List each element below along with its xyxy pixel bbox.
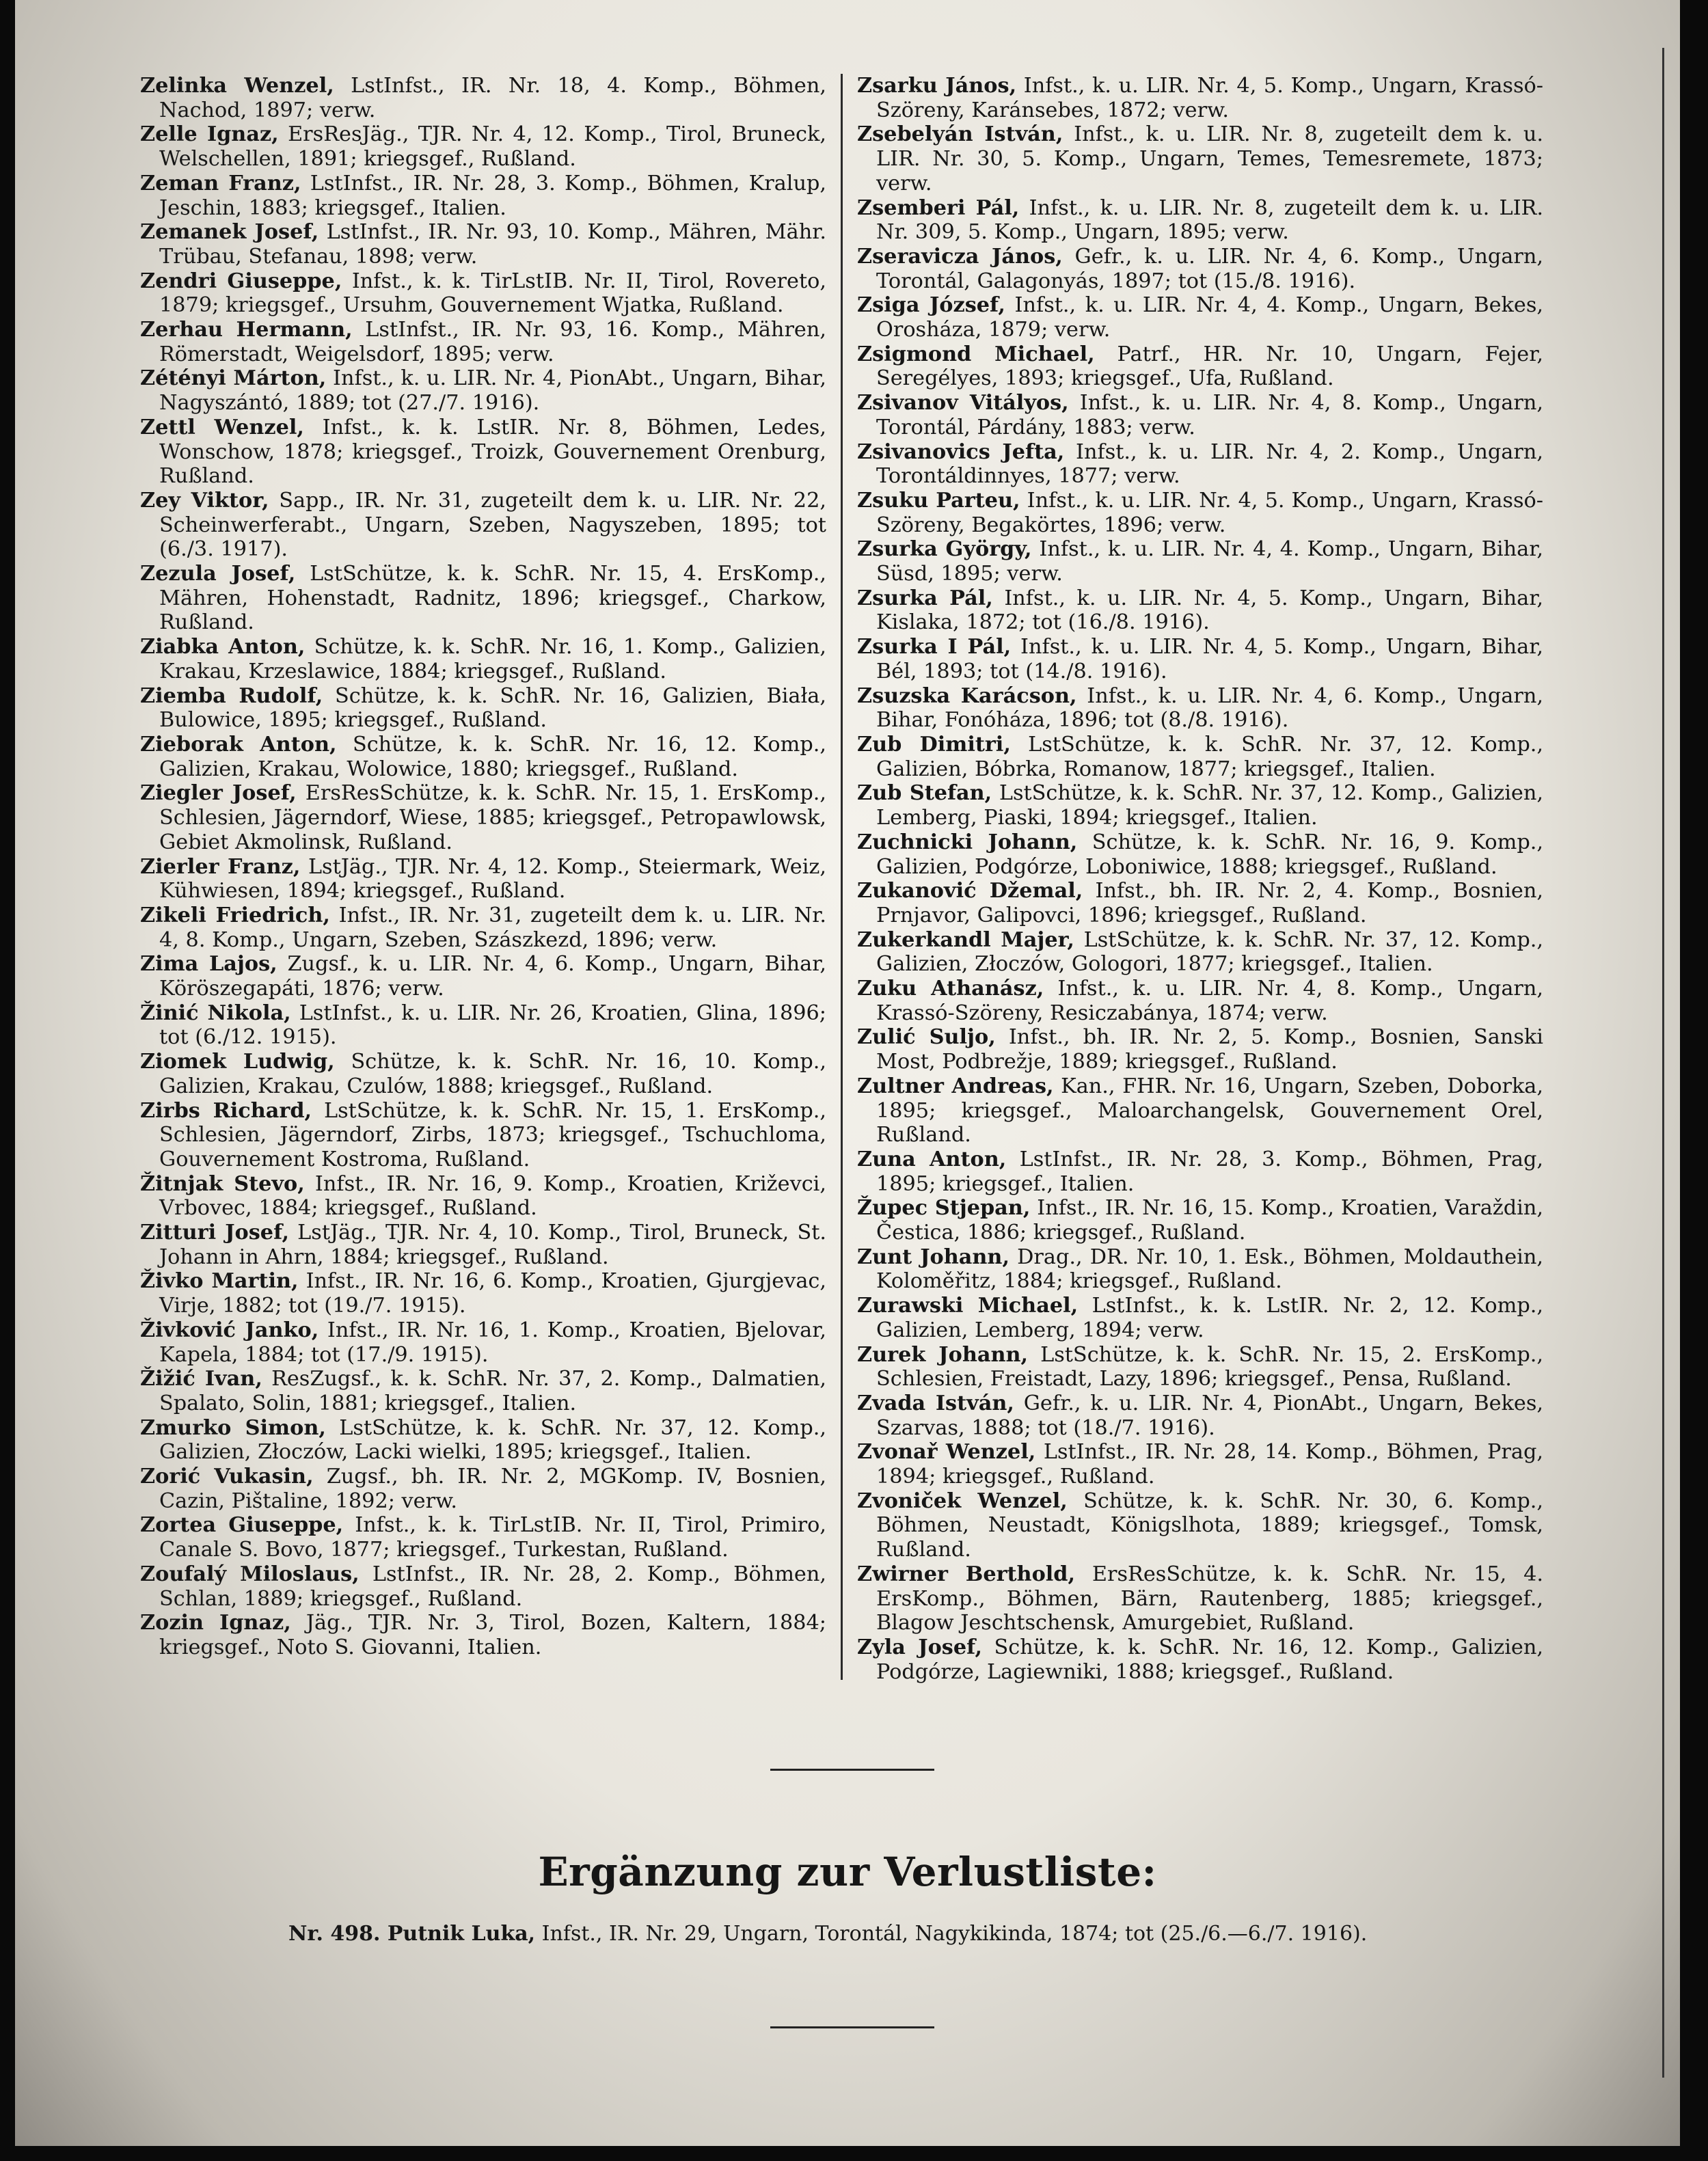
list-item <box>140 122 826 171</box>
list-item <box>857 879 1543 927</box>
entry-name: Zsuku Parteu, <box>857 488 1020 513</box>
entry-name: Zultner Andreas, <box>857 1074 1054 1098</box>
entry-name: Zsuzska Karácson, <box>857 683 1077 708</box>
entry-name: Zuchnicki Johann, <box>857 830 1078 854</box>
entry-name: Zsemberi Pál, <box>857 195 1020 220</box>
entry-name: Zelinka Wenzel, <box>140 74 334 98</box>
entry-details: LstSchütze, k. k. SchR. Nr. 37, 12. Komp., Galizien, Złoczów, Gologori, 1877; kriegsgef., Italien. <box>876 927 1543 977</box>
entry-name: Zmurko Simon, <box>140 1415 326 1440</box>
entry-name: Zurawski Michael, <box>857 1294 1079 1318</box>
list-item <box>857 1147 1543 1196</box>
list-item <box>857 537 1543 586</box>
section-divider-top <box>770 1769 934 1771</box>
list-item <box>857 1025 1543 1074</box>
list-item <box>140 855 826 903</box>
entry-details: LstInfst., IR. Nr. 28, 14. Komp., Böhmen, Prag, 1894; kriegsgef., Rußland. <box>876 1440 1543 1489</box>
entry-details: LstSchütze, k. k. SchR. Nr. 15, 2. ErsKomp., Schlesien, Freistadt, Lazy, 1896; kriegsgef., Pensa, Rußland. <box>876 1342 1543 1391</box>
entry-name: Zunt Johann, <box>857 1245 1009 1269</box>
entry-details: LstInfst., IR. Nr. 28, 3. Komp., Böhmen, Prag, 1895; kriegsgef., Italien. <box>876 1147 1543 1196</box>
entry-name: Zétényi Márton, <box>140 366 327 391</box>
entry-details: Infst., IR. Nr. 16, 15. Komp., Kroatien, Varaždin, Čestica, 1886; kriegsgef., Rußland. <box>876 1196 1543 1245</box>
column-divider <box>841 74 843 1680</box>
entry-details: Schütze, k. k. SchR. Nr. 16, Galizien, Biała, Bulowice, 1895; kriegsgef., Rußland. <box>159 683 826 733</box>
entry-details: Infst., bh. IR. Nr. 2, 5. Komp., Bosnien, Sanski Most, Podbrežje, 1889; kriegsgef., Rußland. <box>876 1025 1543 1074</box>
entry-name: Ziabka Anton, <box>140 635 306 660</box>
entry-name: Zemanek Josef, <box>140 220 319 245</box>
entry-details: Schütze, k. k. SchR. Nr. 16, 12. Komp., Galizien, Krakau, Wolowice, 1880; kriegsgef., Rußland. <box>159 732 826 781</box>
supplement-entry-text: Infst., IR. Nr. 29, Ungarn, Torontál, Nagykikinda, 1874; tot (25./6.—6./7. 1916). <box>541 1922 1368 1946</box>
list-item <box>140 635 826 683</box>
entry-details: Schütze, k. k. SchR. Nr. 16, 1. Komp., Galizien, Krakau, Krzeslawice, 1884; kriegsgef., Rußland. <box>159 635 826 683</box>
entry-details: LstInfst., IR. Nr. 28, 3. Komp., Böhmen, Kralup, Jeschin, 1883; kriegsgef., Italien. <box>159 171 826 220</box>
entry-name: Zulić Suljo, <box>857 1025 996 1050</box>
entry-details: Infst., k. u. LIR. Nr. 8, zugeteilt dem k. u. LIR. Nr. 30, 5. Komp., Ungarn, Temes, Temesremete, 1873; verw. <box>876 122 1543 195</box>
entry-name: Žitnjak Stevo, <box>140 1171 305 1196</box>
entry-details: Infst., IR. Nr. 16, 9. Komp., Kroatien, Križevci, Vrbovec, 1884; kriegsgef., Rußland. <box>159 1171 826 1221</box>
list-item <box>857 1074 1543 1147</box>
list-item <box>140 1001 826 1050</box>
list-item <box>140 1318 826 1367</box>
entry-name: Zvada István, <box>857 1391 1014 1415</box>
list-item <box>140 416 826 489</box>
entry-name: Zitturi Josef, <box>140 1221 289 1245</box>
document-page <box>15 0 1680 2146</box>
entry-details: Infst., k. k. TirLstIB. Nr. II, Tirol, Rovereto, 1879; kriegsgef., Ursuhm, Gouvernement Wjatka, Rußland. <box>159 269 827 318</box>
list-item <box>140 489 826 562</box>
list-item <box>140 1562 826 1611</box>
entry-name: Zima Lajos, <box>140 952 277 977</box>
entry-name: Zseravicza János, <box>857 244 1063 269</box>
entry-name: Zezula Josef, <box>140 562 296 586</box>
list-item <box>857 293 1543 342</box>
entry-details: Gefr., k. u. LIR. Nr. 4, PionAbt., Ungarn, Bekes, Szarvas, 1888; tot (18./7. 1916). <box>876 1391 1543 1440</box>
entry-details: Schütze, k. k. SchR. Nr. 16, 10. Komp., Galizien, Krakau, Czulów, 1888; kriegsgef., Rußland. <box>159 1050 826 1098</box>
entry-details: Infst., k. u. LIR. Nr. 4, 5. Komp., Ungarn, Bihar, Bél, 1893; tot (14./8. 1916). <box>876 635 1543 683</box>
entry-name: Zoufalý Miloslaus, <box>140 1562 360 1586</box>
list-item <box>140 733 826 781</box>
entry-name: Zey Viktor, <box>140 488 269 513</box>
list-item <box>140 1099 826 1172</box>
list-item <box>857 977 1543 1025</box>
entry-name: Zub Dimitri, <box>857 732 1011 757</box>
entry-name: Zettl Wenzel, <box>140 415 304 439</box>
list-item <box>140 684 826 733</box>
list-item <box>140 318 826 366</box>
list-item <box>857 1391 1543 1440</box>
entry-details: LstSchütze, k. k. SchR. Nr. 15, 4. ErsKomp., Mähren, Hohenstadt, Radnitz, 1896; kriegsgef., Charkow, Rußland. <box>159 562 826 635</box>
list-item <box>857 74 1543 122</box>
list-item <box>857 928 1543 977</box>
list-item <box>857 122 1543 195</box>
entry-details: Infst., k. u. LIR. Nr. 4, PionAbt., Ungarn, Bihar, Nagyszántó, 1889; tot (27./7. 1916). <box>159 366 826 416</box>
list-item <box>140 562 826 635</box>
entry-name: Ziomek Ludwig, <box>140 1050 335 1074</box>
entry-details: Infst., IR. Nr. 16, 1. Komp., Kroatien, Bjelovar, Kapela, 1884; tot (17./9. 1915). <box>159 1318 826 1367</box>
entry-details: Drag., DR. Nr. 10, 1. Esk., Böhmen, Moldauthein, Koloměřitz, 1884; kriegsgef., Rußland. <box>876 1245 1543 1294</box>
entry-details: ErsResJäg., TJR. Nr. 4, 12. Komp., Tirol, Bruneck, Welschellen, 1891; kriegsgef., Rußland. <box>159 122 826 172</box>
entry-details: LstInfst., k. k. LstIR. Nr. 2, 12. Komp., Galizien, Lemberg, 1894; verw. <box>876 1294 1543 1342</box>
entry-name: Zsurka I Pál, <box>857 635 1012 660</box>
list-item <box>857 733 1543 781</box>
binding-edge-rule <box>1662 48 1664 2078</box>
section-divider-bottom <box>770 2026 934 2028</box>
entry-details: Infst., IR. Nr. 31, zugeteilt dem k. u. LIR. Nr. 4, 8. Komp., Ungarn, Szeben, Szászkezd, 1896; verw. <box>159 903 826 952</box>
entry-details: Infst., k. u. LIR. Nr. 4, 8. Komp., Ungarn, Torontál, Párdány, 1883; verw. <box>876 391 1543 439</box>
entry-details: LstInfst., IR. Nr. 18, 4. Komp., Böhmen, Nachod, 1897; verw. <box>159 74 827 122</box>
list-item <box>140 220 826 269</box>
entry-details: Infst., k. u. LIR. Nr. 4, 4. Komp., Ungarn, Bekes, Orosháza, 1879; verw. <box>876 293 1543 342</box>
entry-details: Infst., k. u. LIR. Nr. 4, 5. Komp., Ungarn, Krassó-Szöreny, Karánsebes, 1872; verw. <box>876 74 1543 122</box>
entry-name: Zelle Ignaz, <box>140 122 279 147</box>
list-item <box>857 586 1543 635</box>
list-item <box>857 830 1543 879</box>
entry-details: Infst., IR. Nr. 16, 6. Komp., Kroatien, Gjurgjevac, Virje, 1882; tot (19./7. 1915). <box>159 1269 826 1318</box>
entry-name: Žižić Ivan, <box>140 1367 262 1391</box>
entry-name: Zorić Vukasin, <box>140 1465 314 1489</box>
list-item <box>140 1172 826 1221</box>
entry-details: Infst., k. u. LIR. Nr. 4, 2. Komp., Ungarn, Torontáldinnyes, 1877; verw. <box>876 439 1543 489</box>
list-item <box>857 1196 1543 1245</box>
list-item <box>140 1611 826 1659</box>
entry-details: Infst., k. u. LIR. Nr. 4, 5. Komp., Ungarn, Bihar, Kislaka, 1872; tot (16./8. 1916). <box>876 586 1543 635</box>
entry-name: Zsiga József, <box>857 293 1005 318</box>
list-item <box>857 489 1543 537</box>
entry-details: LstJäg., TJR. Nr. 4, 10. Komp., Tirol, Bruneck, St. Johann in Ahrn, 1884; kriegsgef., Rußland. <box>159 1221 827 1269</box>
entry-name: Zyla Josef, <box>857 1635 983 1659</box>
entry-name: Zsurka Pál, <box>857 586 993 610</box>
list-item <box>857 684 1543 733</box>
entry-details: Patrf., HR. Nr. 10, Ungarn, Fejer, Seregélyes, 1893; kriegsgef., Ufa, Rußland. <box>876 342 1543 391</box>
list-item <box>140 1269 826 1318</box>
entry-name: Zvonař Wenzel, <box>857 1440 1036 1465</box>
left-column <box>140 74 826 1660</box>
list-item <box>140 952 826 1001</box>
list-item <box>857 1245 1543 1294</box>
entry-details: LstSchütze, k. k. SchR. Nr. 15, 1. ErsKomp., Schlesien, Jägerndorf, Zirbs, 1873; kriegsgef., Tschuchloma, Gouvernement Kostroma, Rußland. <box>159 1098 826 1171</box>
list-item <box>857 1294 1543 1342</box>
list-item <box>857 196 1543 245</box>
entry-name: Živković Janko, <box>140 1318 319 1342</box>
entry-details: LstInfst., IR. Nr. 93, 16. Komp., Mähren, Römerstadt, Weigelsdorf, 1895; verw. <box>159 318 826 366</box>
list-item <box>140 781 826 854</box>
entry-details: ResZugsf., k. k. SchR. Nr. 37, 2. Komp., Dalmatien, Spalato, Solin, 1881; kriegsgef., Italien. <box>159 1367 826 1415</box>
supplement-entry-name: Nr. 498. Putnik Luka, <box>288 1922 536 1946</box>
entry-name: Zuku Athanász, <box>857 977 1044 1001</box>
entry-details: ErsResSchütze, k. k. SchR. Nr. 15, 1. ErsKomp., Schlesien, Jägerndorf, Wiese, 1885; kriegsgef., Petropawlowsk, Gebiet Akmolinsk, Rußland. <box>159 781 826 854</box>
entry-name: Zukerkandl Majer, <box>857 927 1074 952</box>
entry-name: Zierler Franz, <box>140 854 301 879</box>
entry-details: Infst., k. k. TirLstIB. Nr. II, Tirol, Primiro, Canale S. Bovo, 1877; kriegsgef., Turkestan, Rußland. <box>159 1513 826 1562</box>
entry-details: Infst., bh. IR. Nr. 2, 4. Komp., Bosnien, Prnjavor, Galipovci, 1896; kriegsgef., Rußland. <box>876 879 1543 927</box>
list-item <box>857 440 1543 489</box>
entry-details: Infst., k. u. LIR. Nr. 8, zugeteilt dem k. u. LIR. Nr. 309, 5. Komp., Ungarn, 1895; verw. <box>876 195 1543 245</box>
entry-name: Živko Martin, <box>140 1269 299 1294</box>
list-item <box>140 1221 826 1269</box>
entry-details: LstSchütze, k. k. SchR. Nr. 37, 12. Komp., Galizien, Złoczów, Lacki wielki, 1895; kriegsgef., Italien. <box>159 1415 826 1465</box>
entry-name: Zsigmond Michael, <box>857 342 1095 366</box>
list-item <box>140 1513 826 1562</box>
entry-details: Schütze, k. k. SchR. Nr. 16, 12. Komp., Galizien, Podgórze, Lagiewniki, 1888; kriegsgef., Rußland. <box>876 1635 1543 1684</box>
right-column <box>857 74 1543 1684</box>
entry-details: Infst., k. u. LIR. Nr. 4, 4. Komp., Ungarn, Bihar, Süsd, 1895; verw. <box>876 537 1543 586</box>
list-item <box>857 1343 1543 1391</box>
entry-details: Kan., FHR. Nr. 16, Ungarn, Szeben, Doborka, 1895; kriegsgef., Maloarchangelsk, Gouvernement Orel, Rußland. <box>876 1074 1543 1147</box>
entry-details: Infst., k. u. LIR. Nr. 4, 5. Komp., Ungarn, Krassó-Szöreny, Begakörtes, 1896; verw. <box>876 488 1543 537</box>
entry-name: Zikeli Friedrich, <box>140 903 330 927</box>
entry-name: Zortea Giuseppe, <box>140 1513 344 1538</box>
list-item <box>857 781 1543 830</box>
entry-details: Zugsf., k. u. LIR. Nr. 4, 6. Komp., Ungarn, Bihar, Köröszegapáti, 1876; verw. <box>159 952 826 1001</box>
entry-name: Ziemba Rudolf, <box>140 683 323 708</box>
list-item <box>857 245 1543 293</box>
entry-details: Schütze, k. k. SchR. Nr. 30, 6. Komp., Böhmen, Neustadt, Königslhota, 1889; kriegsgef., Tomsk, Rußland. <box>876 1489 1544 1562</box>
list-item <box>857 391 1543 439</box>
list-item <box>857 1440 1543 1489</box>
list-item <box>857 635 1543 683</box>
entry-name: Ziegler Josef, <box>140 781 297 806</box>
entry-details: Gefr., k. u. LIR. Nr. 4, 6. Komp., Ungarn, Torontál, Galagonyás, 1897; tot (15./8. 1916). <box>876 244 1543 293</box>
entry-name: Zsivanovics Jefta, <box>857 439 1065 464</box>
entry-name: Zozin Ignaz, <box>140 1611 291 1635</box>
entry-name: Zsivanov Vitályos, <box>857 391 1069 416</box>
entry-details: Zugsf., bh. IR. Nr. 2, MGKomp. IV, Bosnien, Cazin, Pištaline, 1892; verw. <box>159 1465 826 1513</box>
entry-details: Jäg., TJR. Nr. 3, Tirol, Bozen, Kaltern, 1884; kriegsgef., Noto S. Giovanni, Italien. <box>159 1611 826 1659</box>
entry-name: Zieborak Anton, <box>140 732 337 757</box>
entry-details: Infst., k. k. LstIR. Nr. 8, Böhmen, Ledes, Wonschow, 1878; kriegsgef., Troizk, Gouvernement Orenburg, Rußland. <box>159 415 826 489</box>
entry-details: LstJäg., TJR. Nr. 4, 12. Komp., Steiermark, Weiz, Kühwiesen, 1894; kriegsgef., Rußland. <box>159 854 826 903</box>
list-item <box>140 903 826 952</box>
entry-details: Sapp., IR. Nr. 31, zugeteilt dem k. u. LIR. Nr. 22, Scheinwerferabt., Ungarn, Szeben, Nagyszeben, 1895; tot (6./3. 1917). <box>159 488 826 562</box>
list-item <box>140 172 826 220</box>
entry-name: Zsurka György, <box>857 537 1032 562</box>
entry-details: Schütze, k. k. SchR. Nr. 16, 9. Komp., Galizien, Podgórze, Loboniwice, 1888; kriegsgef., Rußland. <box>876 830 1543 879</box>
entry-details: Infst., k. u. LIR. Nr. 4, 6. Komp., Ungarn, Bihar, Fonóháza, 1896; tot (8./8. 1916). <box>876 683 1543 733</box>
list-item <box>857 1635 1543 1684</box>
entry-details: Infst., k. u. LIR. Nr. 4, 8. Komp., Ungarn, Krassó-Szöreny, Resiczabánya, 1874; verw. <box>876 977 1544 1025</box>
list-item <box>140 1416 826 1465</box>
entry-name: Zsebelyán István, <box>857 122 1063 147</box>
entry-name: Župec Stjepan, <box>857 1196 1031 1221</box>
list-item <box>140 269 826 318</box>
entry-details: ErsResSchütze, k. k. SchR. Nr. 15, 4. ErsKomp., Böhmen, Bärn, Rautenberg, 1885; kriegsgef., Blagow Jeschtschensk, Amurgebiet, Rußland. <box>876 1562 1543 1635</box>
supplement-title: Ergänzung zur Verlustliste: <box>538 1849 1157 1895</box>
entry-details: LstInfst., IR. Nr. 28, 2. Komp., Böhmen, Schlan, 1889; kriegsgef., Rußland. <box>159 1562 826 1611</box>
list-item <box>140 1465 826 1513</box>
entry-name: Zerhau Hermann, <box>140 318 353 342</box>
list-item <box>140 74 826 122</box>
entry-details: LstSchütze, k. k. SchR. Nr. 37, 12. Komp., Galizien, Bóbrka, Romanow, 1877; kriegsgef., Italien. <box>876 732 1543 781</box>
entry-name: Zwirner Berthold, <box>857 1562 1076 1586</box>
list-item <box>140 366 826 415</box>
entry-name: Zvoniček Wenzel, <box>857 1489 1068 1513</box>
entry-name: Zukanović Džemal, <box>857 879 1083 903</box>
entry-name: Zsarku János, <box>857 74 1017 98</box>
entry-details: LstSchütze, k. k. SchR. Nr. 37, 12. Komp., Galizien, Lemberg, Piaski, 1894; kriegsgef., Italien. <box>876 781 1543 830</box>
entry-details: LstInfst., IR. Nr. 93, 10. Komp., Mähren, Mähr. Trübau, Stefanau, 1898; verw. <box>159 220 826 269</box>
list-item <box>857 1489 1543 1562</box>
entry-name: Zub Stefan, <box>857 781 992 806</box>
entry-name: Zuna Anton, <box>857 1147 1007 1171</box>
list-item <box>140 1367 826 1415</box>
list-item <box>140 1050 826 1098</box>
entry-name: Zendri Giuseppe, <box>140 269 342 293</box>
entry-name: Zurek Johann, <box>857 1342 1029 1367</box>
entry-name: Zirbs Richard, <box>140 1098 312 1123</box>
supplement-entry <box>288 1922 1450 1946</box>
entry-name: Žinić Nikola, <box>140 1001 291 1025</box>
entry-name: Zeman Franz, <box>140 171 301 195</box>
list-item <box>857 342 1543 391</box>
entry-details: LstInfst., k. u. LIR. Nr. 26, Kroatien, Glina, 1896; tot (6./12. 1915). <box>159 1001 827 1050</box>
list-item <box>857 1562 1543 1635</box>
